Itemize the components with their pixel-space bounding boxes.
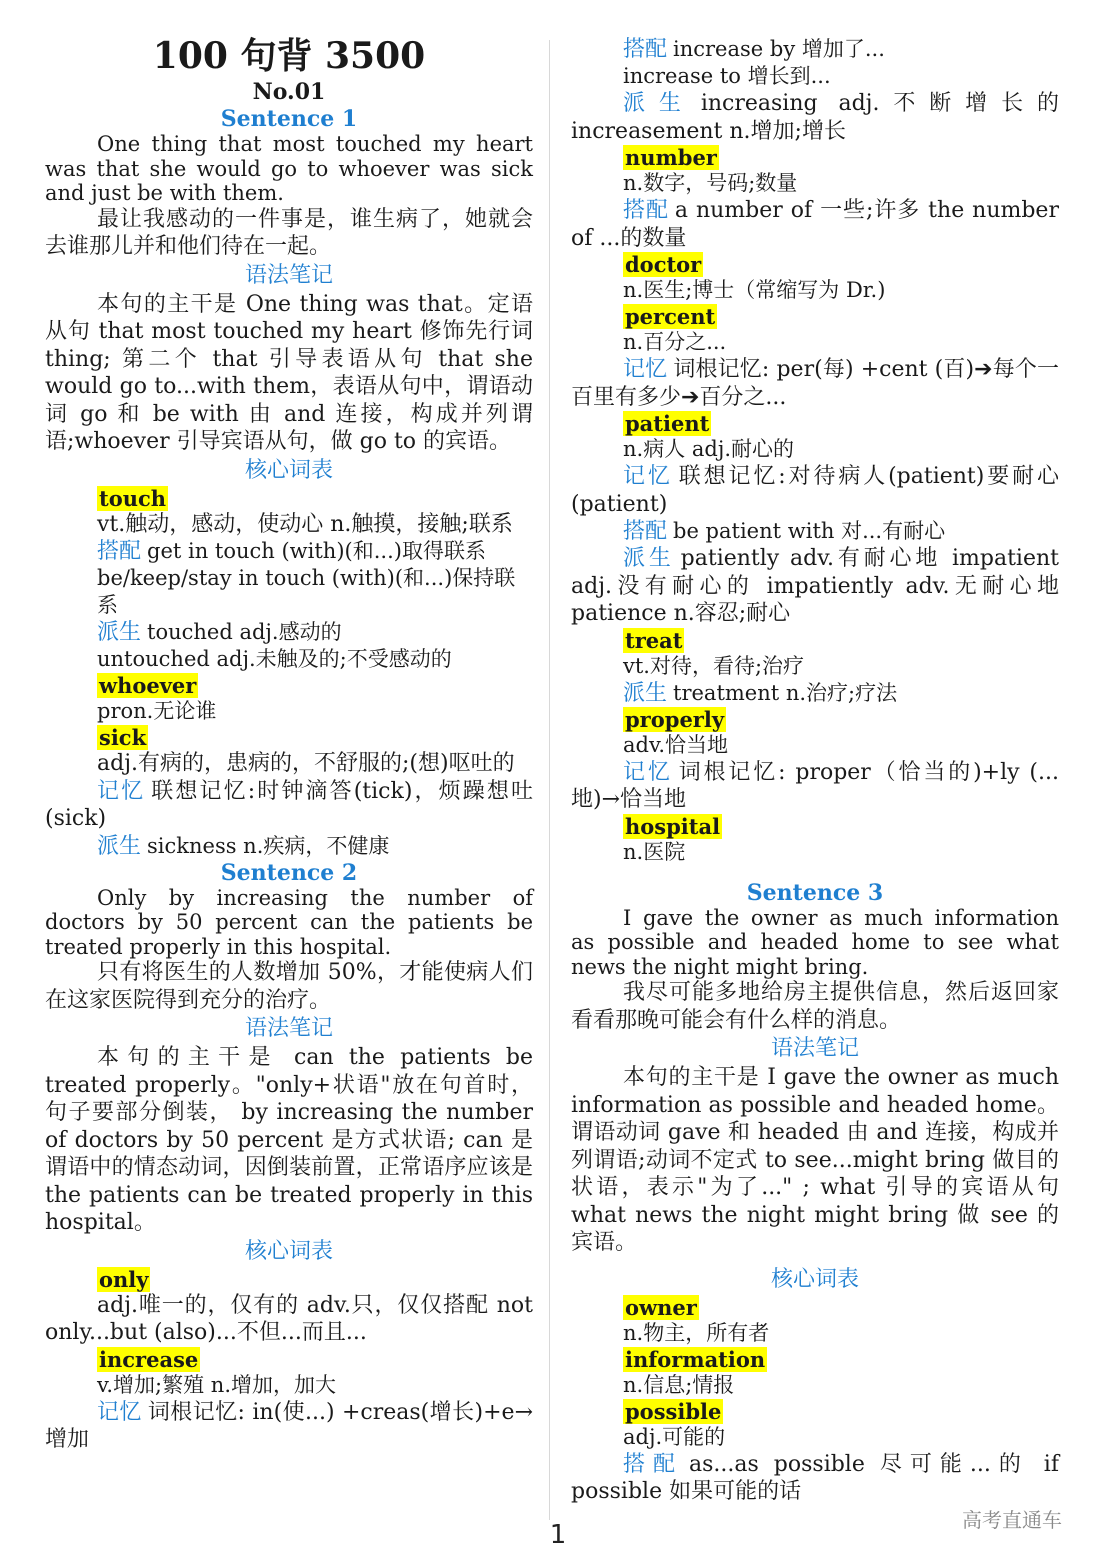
derivative-tag: 派生: [97, 833, 142, 859]
touch-definition: vt.触动，感动，使动心 n.触摸，接触;联系: [97, 511, 513, 537]
collocation-tag: 搭配: [623, 37, 668, 62]
word-hospital: hospital: [625, 813, 721, 839]
sick-derivative: 派生 sickness n.疾病，不健康: [97, 833, 390, 859]
sentence-3-grammar: 本句的主干是 I gave the owner as much information as possible and headed home。谓语动词 gave 和 headed 由 and 连接，构成并列谓语;动词不定式 to see...might bring 做目的状语，表示"为了..." ; what 引导的宾语从句 what news the night might bring 做 see 的宾语。: [571, 1065, 1059, 1255]
sentence-1-heading: Sentence 1: [220, 106, 358, 132]
collocation-tag: 搭配: [97, 539, 142, 564]
collocation-tag: 搭配: [623, 1451, 683, 1477]
touch-derivative-2: untouched adj.未触及的;不受感动的: [97, 647, 452, 671]
collocation-tag: 搭配: [623, 519, 668, 544]
increase-definition: v.增加;繁殖 n.增加，加大: [97, 1372, 336, 1397]
hospital-definition: n.医院: [623, 839, 686, 864]
sick-memory: 记忆 联想记忆:时钟滴答(tick)，烦躁想吐(sick): [45, 778, 533, 831]
treat-definition: vt.对待，看待;治疗: [623, 653, 805, 678]
increase-collocation-2: increase to 增长到...: [623, 64, 831, 88]
watermark: 高考直通车: [962, 1508, 1062, 1532]
possible-collocation: 搭配 as...as possible 尽可能...的 if possible 如果可能的话: [571, 1451, 1059, 1504]
lesson-number: No.01: [252, 79, 326, 105]
memory-tag: 记忆: [623, 357, 668, 382]
sentence-3-english: I gave the owner as much information as possible and headed home to see what news the night might bring.: [571, 905, 1059, 979]
patient-collocation: 搭配 be patient with 对...有耐心: [623, 519, 946, 544]
owner-definition: n.物主，所有者: [623, 1320, 770, 1345]
collocation-tag: 搭配: [623, 198, 669, 223]
patient-definition: n.病人 adj.耐心的: [623, 437, 795, 461]
sentence-1-chinese: 最让我感动的一件事是，谁生病了，她就会去谁那儿并和他们待在一起。: [45, 206, 533, 259]
sentence-3-chinese: 我尽可能多地给房主提供信息，然后返回家看看那晚可能会有什么样的消息。: [571, 980, 1059, 1033]
word-increase: increase: [99, 1346, 199, 1372]
patient-memory: 记忆 联想记忆:对待病人(patient)要耐心(patient): [571, 464, 1059, 517]
left-column: [45, 30, 533, 1454]
word-possible: possible: [625, 1398, 722, 1424]
word-sick: sick: [99, 725, 147, 750]
word-information: information: [625, 1346, 766, 1372]
number-definition: n.数字，号码;数量: [623, 171, 798, 195]
memory-tag: 记忆: [623, 759, 673, 785]
possible-definition: adj.可能的: [623, 1424, 726, 1449]
sick-definition: adj.有病的，患病的，不舒服的;(想)呕吐的: [97, 751, 515, 776]
whoever-definition: pron.无论谁: [97, 699, 217, 723]
touch-collocation-2: be/keep/stay in touch (with)(和...)保持联系: [97, 566, 516, 617]
right-column: [571, 36, 1059, 1506]
percent-definition: n.百分之...: [623, 330, 727, 354]
memory-tag: 记忆: [623, 464, 673, 489]
sentence-3-heading: Sentence 3: [746, 879, 884, 906]
derivative-tag: 派生: [623, 546, 675, 571]
sentence-3-grammar-title: 语法笔记: [770, 1036, 859, 1061]
derivative-tag: 派生: [97, 620, 142, 645]
doctor-definition: n.医生;博士（常缩写为 Dr.): [623, 278, 886, 302]
page-title: 100 句背 3500: [152, 35, 426, 77]
only-definition: adj.唯一的，仅有的 adv.只，仅仅搭配 not only...but (also)...不但...而且...: [45, 1292, 533, 1345]
memory-tag: 记忆: [97, 1399, 142, 1425]
sentence-2-heading: Sentence 2: [220, 859, 358, 886]
sentence-1-english: One thing that most touched my heart was that she would go to whoever was sick and just be with them.: [45, 132, 533, 205]
information-definition: n.信息;情报: [623, 1372, 735, 1397]
sentence-2-vocab-title: 核心词表: [244, 1238, 333, 1264]
sentence-1-grammar-title: 语法笔记: [244, 262, 333, 288]
sentence-2-chinese: 只有将医生的人数增加 50%，才能使病人们在这家医院得到充分的治疗。: [45, 960, 533, 1013]
properly-definition: adv.恰当地: [623, 732, 729, 757]
word-touch: touch: [99, 485, 167, 511]
word-whoever: whoever: [99, 673, 197, 698]
increase-derivative: 派生 increasing adj.不断增长的 increasement n.增加;增长: [571, 91, 1059, 144]
word-treat: treat: [625, 627, 683, 653]
sentence-1-grammar: 本句的主干是 One thing was that。定语从句 that most touched my heart 修饰先行词 thing; 第二个 that 引导表语从句 that she would go to...with them，表语从句中，谓语动词 go 和 be with 由 and 连接，构成并列谓语;whoever 引导宾语从句，做 go to 的宾语。: [45, 291, 533, 454]
word-patient: patient: [625, 411, 710, 436]
number-collocation: 搭配 a number of 一些;许多 the number of ...的数量: [571, 198, 1059, 251]
memory-tag: 记忆: [97, 778, 146, 804]
treat-derivative: 派生 treatment n.治疗;疗法: [623, 680, 898, 706]
column-divider: [549, 40, 550, 1520]
page-number: 1: [549, 1520, 567, 1550]
touch-derivative: 派生 touched adj.感动的: [97, 620, 342, 645]
word-only: only: [99, 1266, 149, 1292]
percent-memory: 记忆 词根记忆: per(每) +cent (百)➔每个一百里有多少➔百分之...: [571, 357, 1059, 410]
touch-collocation: 搭配 get in touch (with)(和...)取得联系: [97, 539, 486, 564]
word-properly: properly: [625, 706, 725, 732]
patient-derivative: 派生 patiently adv.有耐心地 impatient adj.没有耐心的 impatiently adv.无耐心地 patience n.容忍;耐心: [571, 546, 1059, 626]
word-doctor: doctor: [625, 252, 702, 277]
sentence-2-grammar-title: 语法笔记: [244, 1016, 333, 1041]
increase-collocation: 搭配 increase by 增加了...: [623, 37, 885, 62]
properly-memory: 记忆 词根记忆: proper（恰当的)+ly (...地)→恰当地: [571, 759, 1059, 812]
word-owner: owner: [625, 1294, 697, 1320]
increase-memory: 记忆 词根记忆: in(使...) +creas(增长)+e→增加: [45, 1399, 533, 1452]
word-percent: percent: [625, 304, 716, 329]
sentence-3-vocab-title: 核心词表: [770, 1266, 859, 1292]
derivative-tag: 派生: [623, 680, 668, 706]
sentence-1-vocab-title: 核心词表: [244, 457, 333, 483]
derivative-tag: 派生: [623, 91, 695, 116]
word-number: number: [625, 145, 717, 170]
sentence-2-english: Only by increasing the number of doctors by 50 percent can the patients be treated properly in this hospital.: [45, 885, 533, 959]
sentence-2-grammar: 本句的主干是 can the patients be treated properly。"only+状语"放在句首时，句子要部分倒装， by increasing the number of doctors by 50 percent 是方式状语; can 是谓语中的情态动词，因倒装前置，正常语序应该是 the patients can be treated properly in this hospital。: [45, 1045, 533, 1235]
